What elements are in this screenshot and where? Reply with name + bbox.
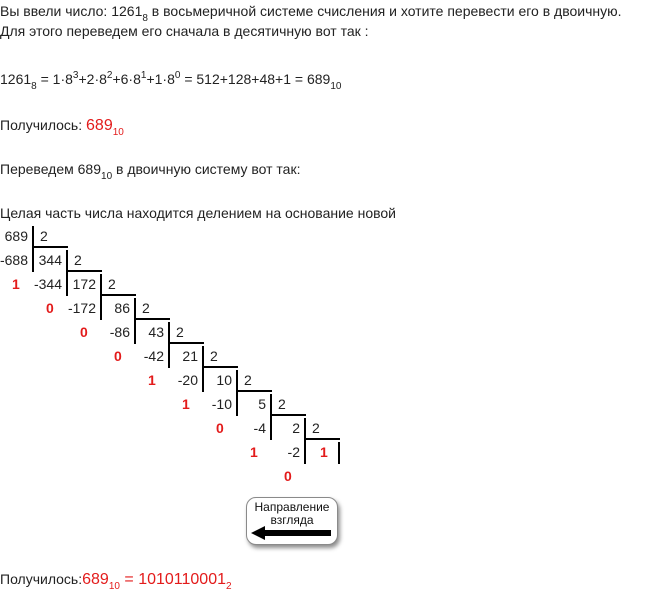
dividend: 5 bbox=[258, 396, 266, 412]
division-rule bbox=[100, 294, 136, 296]
division-bar bbox=[304, 418, 306, 464]
final-value: 689 bbox=[82, 571, 109, 588]
final-result-line bbox=[0, 570, 232, 591]
formula-part: = 1·8 bbox=[36, 71, 73, 87]
subtrahend: -86 bbox=[109, 324, 130, 340]
subscript: 10 bbox=[112, 127, 124, 138]
remainder-bit: 0 bbox=[46, 300, 54, 316]
division-rule bbox=[202, 366, 238, 368]
divisor: 2 bbox=[312, 420, 320, 436]
result-label: Получилось: bbox=[0, 117, 87, 133]
divisor: 2 bbox=[40, 228, 48, 244]
superscript: 1 bbox=[140, 70, 147, 81]
convert-line bbox=[0, 160, 300, 181]
convert-text: в двоичную систему вот так: bbox=[112, 161, 301, 177]
superscript: 3 bbox=[72, 70, 79, 81]
division-rule bbox=[270, 414, 306, 416]
formula-part: +6·8 bbox=[112, 71, 141, 87]
remainder-bit: 0 bbox=[216, 420, 224, 436]
intro-text: в восьмеричной системе счисления и хотите перевести его в двоичную. bbox=[147, 3, 622, 19]
superscript: 2 bbox=[106, 70, 113, 81]
division-rule bbox=[168, 342, 204, 344]
divisor: 2 bbox=[176, 324, 184, 340]
intro-line-1 bbox=[0, 2, 622, 23]
dividend: 21 bbox=[182, 348, 198, 364]
dividend: 344 bbox=[38, 252, 62, 268]
dividend: 689 bbox=[4, 228, 28, 244]
divisor: 2 bbox=[244, 372, 252, 388]
divisor: 2 bbox=[210, 348, 218, 364]
division-rule bbox=[304, 438, 340, 440]
divisor: 2 bbox=[278, 396, 286, 412]
remainder-bit: 0 bbox=[80, 324, 88, 340]
subscript: 8 bbox=[31, 81, 37, 92]
subtrahend: -688 bbox=[0, 252, 28, 268]
dividend: 10 bbox=[216, 372, 232, 388]
result-line-1 bbox=[0, 116, 124, 137]
subtrahend: -344 bbox=[33, 276, 62, 292]
intro-text: Вы ввели число: 1261 bbox=[0, 3, 143, 19]
division-rule bbox=[32, 246, 68, 248]
division-rule bbox=[66, 270, 102, 272]
last-quotient-bit: 1 bbox=[320, 444, 328, 460]
badge-line-1: Направление bbox=[254, 500, 330, 514]
subtrahend: -42 bbox=[143, 348, 164, 364]
dividend: 2 bbox=[292, 420, 300, 436]
intro-line-2: Для этого переведем его сначала в десятичную вот так : bbox=[0, 23, 369, 39]
remainder-bit: 1 bbox=[148, 372, 156, 388]
subtrahend: -2 bbox=[287, 444, 300, 460]
superscript: 0 bbox=[174, 70, 181, 81]
division-rule bbox=[236, 390, 272, 392]
arrow-left-icon bbox=[251, 526, 333, 540]
remainder-bit: 0 bbox=[284, 468, 292, 484]
formula-part: 1261 bbox=[0, 71, 32, 87]
remainder-bit: 1 bbox=[182, 396, 190, 412]
divisor: 2 bbox=[74, 252, 82, 268]
direction-badge bbox=[246, 497, 338, 545]
badge-line-2: взгляда bbox=[270, 513, 314, 527]
division-bar bbox=[338, 442, 340, 464]
remainder-bit: 0 bbox=[114, 348, 122, 364]
final-binary: = 1010110001 bbox=[119, 571, 226, 588]
subtrahend: -172 bbox=[67, 300, 96, 316]
subtrahend: -10 bbox=[211, 396, 232, 412]
subscript: 10 bbox=[108, 581, 120, 592]
dividend: 86 bbox=[114, 300, 130, 316]
subscript: 10 bbox=[101, 171, 113, 182]
rule-line: Целая часть числа находится делением на основание новой bbox=[0, 205, 396, 221]
subscript: 10 bbox=[330, 81, 342, 92]
formula-part: +1·8 bbox=[146, 71, 175, 87]
formula-part: = 512+128+48+1 = 689 bbox=[180, 71, 331, 87]
badge-label bbox=[247, 501, 337, 527]
dividend: 172 bbox=[72, 276, 96, 292]
divisor: 2 bbox=[142, 300, 150, 316]
divisor: 2 bbox=[108, 276, 116, 292]
subscript: 2 bbox=[225, 581, 232, 592]
subtrahend: -20 bbox=[177, 372, 198, 388]
subtrahend: -4 bbox=[253, 420, 266, 436]
remainder-bit: 1 bbox=[12, 276, 20, 292]
subscript: 8 bbox=[142, 13, 148, 24]
formula-part: +2·8 bbox=[78, 71, 107, 87]
final-label: Получилось: bbox=[0, 571, 83, 587]
remainder-bit: 1 bbox=[250, 444, 258, 460]
division-rule bbox=[134, 318, 170, 320]
dividend: 43 bbox=[148, 324, 164, 340]
convert-text: Переведем 689 bbox=[0, 161, 102, 177]
result-value: 689 bbox=[86, 117, 113, 134]
formula-line bbox=[0, 70, 341, 91]
